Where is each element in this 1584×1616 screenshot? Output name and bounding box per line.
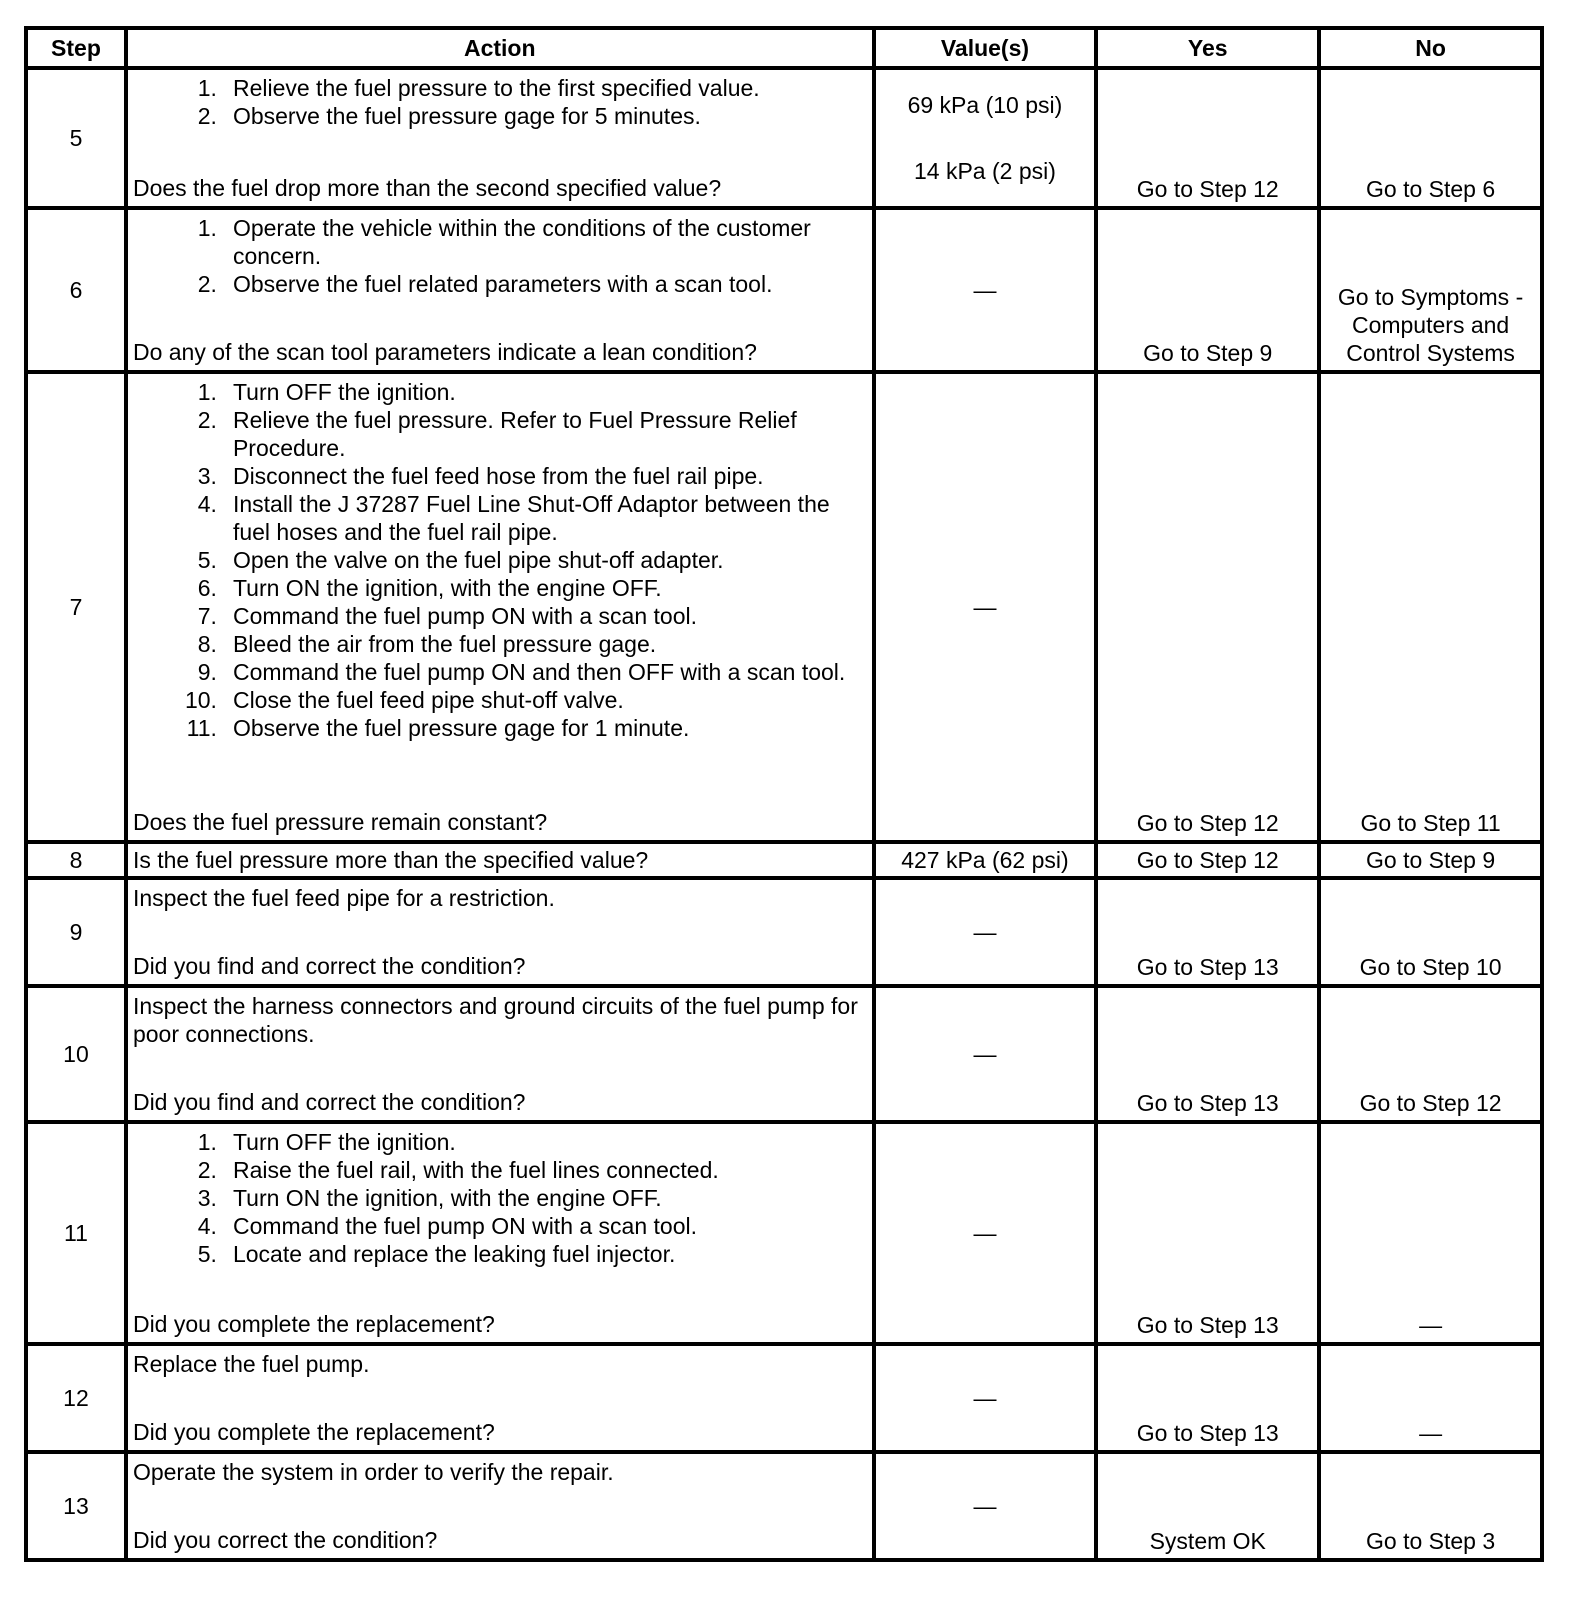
- no-cell: Go to Step 12: [1319, 986, 1542, 1122]
- item-number: 5.: [197, 1241, 217, 1267]
- list-item: [133, 1156, 866, 1184]
- no-cell: Go to Step 10: [1319, 878, 1542, 986]
- no-cell: Go to Step 9: [1319, 842, 1542, 878]
- item-text: Command the fuel pump ON and then OFF with a scan tool.: [232, 659, 846, 685]
- no-cell: Go to Step 6: [1319, 68, 1542, 208]
- item-text: Raise the fuel rail, with the fuel lines connected.: [232, 1157, 719, 1183]
- list-item: [133, 630, 866, 658]
- item-text: Turn OFF the ignition.: [232, 379, 456, 405]
- question-text: Did you complete the replacement?: [132, 1419, 495, 1445]
- action-list: [133, 1128, 866, 1268]
- diagnostic-table: [24, 26, 1544, 1562]
- table-row-step-8: [26, 842, 1542, 878]
- question-text: Does the fuel pressure remain constant?: [132, 809, 548, 835]
- item-number: 1.: [197, 75, 217, 101]
- step-number: 11: [26, 1122, 126, 1344]
- list-item: [133, 1184, 866, 1212]
- step-number: 7: [26, 372, 126, 842]
- header-step: Step: [26, 28, 126, 68]
- value-cell: —: [874, 1344, 1097, 1452]
- question-text: Did you complete the replacement?: [132, 1311, 495, 1337]
- table-row-step-7: [26, 372, 1542, 842]
- item-text: Command the fuel pump ON with a scan tool.: [232, 603, 698, 629]
- item-text: Disconnect the fuel feed hose from the fuel rail pipe.: [232, 463, 764, 489]
- item-text: Bleed the air from the fuel pressure gage.: [232, 631, 657, 657]
- action-cell: [126, 68, 874, 208]
- action-list: [133, 74, 866, 130]
- header-values: Value(s): [874, 28, 1097, 68]
- step-number: 6: [26, 208, 126, 372]
- header-no: No: [1319, 28, 1542, 68]
- item-text: Close the fuel feed pipe shut-off valve.: [232, 687, 624, 713]
- value-second: 14 kPa (2 psi): [913, 158, 1056, 184]
- list-item: [133, 406, 866, 462]
- yes-cell: Go to Step 13: [1096, 1122, 1319, 1344]
- step-number: 5: [26, 68, 126, 208]
- yes-cell: Go to Step 13: [1096, 878, 1319, 986]
- item-number: 2.: [197, 271, 217, 297]
- no-cell: Go to Symptoms - Computers and Control Systems: [1319, 208, 1542, 372]
- item-number: 9.: [197, 659, 217, 685]
- question-text: Does the fuel drop more than the second specified value?: [132, 175, 722, 201]
- table-row-step-5: [26, 68, 1542, 208]
- value-cell: —: [874, 208, 1097, 372]
- list-item: [133, 378, 866, 406]
- header-action: Action: [126, 28, 874, 68]
- yes-cell: Go to Step 12: [1096, 372, 1319, 842]
- list-item: [133, 686, 866, 714]
- table-row-step-10: [26, 986, 1542, 1122]
- yes-cell: Go to Step 12: [1096, 842, 1319, 878]
- action-list: [133, 214, 866, 298]
- list-item: [133, 1212, 866, 1240]
- question-text: Do any of the scan tool parameters indicate a lean condition?: [132, 339, 757, 365]
- item-text: Operate the vehicle within the conditions of the customer concern.: [232, 215, 811, 269]
- item-text: Observe the fuel related parameters with a scan tool.: [232, 271, 773, 297]
- table-row-step-6: [26, 208, 1542, 372]
- action-cell: [126, 1344, 874, 1452]
- yes-cell: Go to Step 13: [1096, 986, 1319, 1122]
- item-number: 4.: [197, 1213, 217, 1239]
- action-cell: [126, 1452, 874, 1560]
- value-cell: —: [874, 372, 1097, 842]
- yes-cell: System OK: [1096, 1452, 1319, 1560]
- action-cell: [126, 1122, 874, 1344]
- no-cell: —: [1319, 1122, 1542, 1344]
- question-text: Did you find and correct the condition?: [132, 1089, 526, 1115]
- list-item: [133, 602, 866, 630]
- action-cell: [126, 208, 874, 372]
- no-cell: —: [1319, 1344, 1542, 1452]
- item-number: 5.: [197, 547, 217, 573]
- value-cell: —: [874, 1452, 1097, 1560]
- item-text: Command the fuel pump ON with a scan tool.: [232, 1213, 698, 1239]
- action-cell: [126, 986, 874, 1122]
- yes-cell: Go to Step 9: [1096, 208, 1319, 372]
- item-number: 2.: [197, 1157, 217, 1183]
- item-text: Observe the fuel pressure gage for 1 minute.: [232, 715, 690, 741]
- item-text: Install the J 37287 Fuel Line Shut-Off Adaptor between the fuel hoses and the fuel rail pipe.: [232, 491, 830, 545]
- item-text: Turn ON the ignition, with the engine OFF.: [232, 1185, 662, 1211]
- value-cell: —: [874, 986, 1097, 1122]
- no-cell: Go to Step 3: [1319, 1452, 1542, 1560]
- list-item: [133, 270, 866, 298]
- value-cell: —: [874, 1122, 1097, 1344]
- table-row-step-12: [26, 1344, 1542, 1452]
- item-number: 2.: [197, 103, 217, 129]
- step-number: 8: [26, 842, 126, 878]
- question-text: Did you correct the condition?: [132, 1527, 438, 1553]
- step-number: 10: [26, 986, 126, 1122]
- question-text: Is the fuel pressure more than the specified value?: [126, 842, 874, 878]
- action-cell: [126, 372, 874, 842]
- item-text: Open the valve on the fuel pipe shut-off adapter.: [232, 547, 724, 573]
- question-text: Did you find and correct the condition?: [132, 953, 526, 979]
- list-item: [133, 490, 866, 546]
- item-number: 2.: [197, 407, 217, 433]
- item-number: 1.: [197, 215, 217, 241]
- list-item: [133, 658, 866, 686]
- table-row-step-9: [26, 878, 1542, 986]
- item-text: Turn ON the ignition, with the engine OFF.: [232, 575, 662, 601]
- list-item: [133, 462, 866, 490]
- item-number: 7.: [197, 603, 217, 629]
- no-cell: Go to Step 11: [1319, 372, 1542, 842]
- item-number: 11.: [186, 715, 217, 741]
- action-cell: [126, 878, 874, 986]
- header-row: [26, 28, 1542, 68]
- action-text: Operate the system in order to verify the repair.: [132, 1459, 614, 1485]
- item-number: 3.: [197, 463, 217, 489]
- item-number: 1.: [197, 1129, 217, 1155]
- list-item: [133, 214, 866, 270]
- action-text: Inspect the harness connectors and ground circuits of the fuel pump for poor connections.: [132, 993, 858, 1047]
- table-row-step-13: [26, 1452, 1542, 1560]
- step-number: 13: [26, 1452, 126, 1560]
- yes-cell: Go to Step 12: [1096, 68, 1319, 208]
- value-cell: [874, 68, 1097, 208]
- value-first: 69 kPa (10 psi): [907, 92, 1063, 118]
- table-row-step-11: [26, 1122, 1542, 1344]
- item-number: 6.: [197, 575, 217, 601]
- list-item: [133, 574, 866, 602]
- value-cell: —: [874, 878, 1097, 986]
- list-item: [133, 1128, 866, 1156]
- action-list: [133, 378, 866, 742]
- item-number: 8.: [197, 631, 217, 657]
- yes-cell: Go to Step 13: [1096, 1344, 1319, 1452]
- item-text: Turn OFF the ignition.: [232, 1129, 456, 1155]
- list-item: [133, 546, 866, 574]
- list-item: [133, 102, 866, 130]
- item-text: Observe the fuel pressure gage for 5 minutes.: [232, 103, 701, 129]
- action-text: Replace the fuel pump.: [132, 1351, 370, 1377]
- list-item: [133, 1240, 866, 1268]
- action-text: Inspect the fuel feed pipe for a restriction.: [132, 885, 555, 911]
- list-item: [133, 714, 866, 742]
- value-cell: 427 kPa (62 psi): [874, 842, 1097, 878]
- item-number: 10.: [184, 687, 217, 713]
- item-text: Relieve the fuel pressure to the first specified value.: [232, 75, 760, 101]
- header-yes: Yes: [1096, 28, 1319, 68]
- item-text: Relieve the fuel pressure. Refer to Fuel Pressure Relief Procedure.: [232, 407, 797, 461]
- list-item: [133, 74, 866, 102]
- step-number: 12: [26, 1344, 126, 1452]
- item-number: 3.: [197, 1185, 217, 1211]
- item-number: 1.: [197, 379, 217, 405]
- step-number: 9: [26, 878, 126, 986]
- item-number: 4.: [197, 491, 217, 517]
- item-text: Locate and replace the leaking fuel injector.: [232, 1241, 676, 1267]
